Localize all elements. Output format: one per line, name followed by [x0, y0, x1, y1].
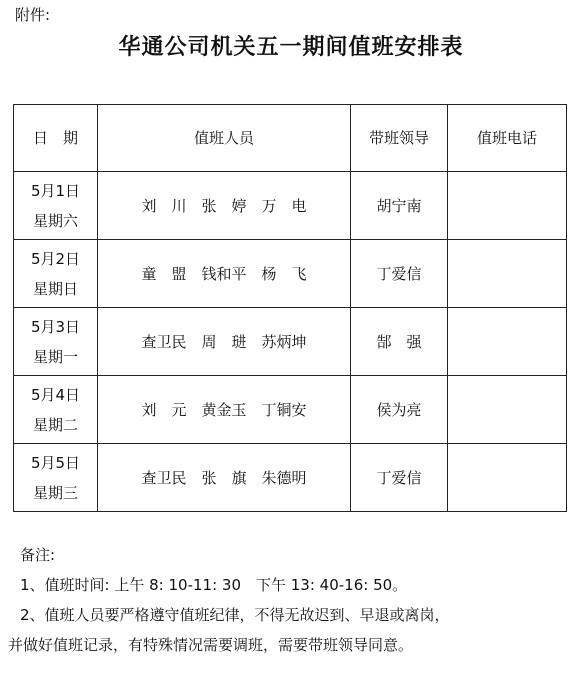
phone-cell — [448, 376, 567, 444]
date-value: 5月2日 — [30, 249, 81, 268]
weekday-value: 星期一 — [32, 347, 78, 366]
table-row — [14, 376, 567, 444]
date-cell — [14, 308, 98, 376]
phone-cell — [448, 444, 567, 512]
leader-cell: 侯为亮 — [351, 376, 448, 444]
weekday-value: 星期三 — [32, 483, 78, 502]
weekday-value: 星期六 — [32, 211, 78, 230]
note-item-2: 2、值班人员要严格遵守值班纪律，不得无故迟到、早退或离岗， — [20, 606, 450, 624]
date-value: 5月1日 — [30, 181, 81, 200]
notes-heading: 备注: — [20, 546, 56, 564]
column-header-staff: 值班人员 — [98, 105, 351, 172]
table-row — [14, 172, 567, 240]
phone-cell — [448, 240, 567, 308]
leader-cell: 胡宁南 — [351, 172, 448, 240]
column-header-leader: 带班领导 — [351, 105, 448, 172]
staff-cell: 刘 元 黄金玉 丁铜安 — [98, 376, 351, 444]
leader-cell: 丁爱信 — [351, 444, 448, 512]
phone-cell — [448, 308, 567, 376]
date-cell — [14, 444, 98, 512]
attachment-label: 附件: — [15, 6, 51, 24]
table-header-row — [14, 105, 567, 172]
leader-cell: 郜 强 — [351, 308, 448, 376]
staff-cell: 刘 川 张 婷 万 电 — [98, 172, 351, 240]
page-title: 华通公司机关五一期间值班安排表 — [118, 35, 464, 60]
staff-cell: 查卫民 张 旗 朱德明 — [98, 444, 351, 512]
notes-section — [8, 540, 450, 660]
staff-cell: 童 盟 钱和平 杨 飞 — [98, 240, 351, 308]
table-row — [14, 240, 567, 308]
note-item-2-continuation: 并做好值班记录，有特殊情况需要调班，需要带班领导同意。 — [8, 636, 414, 654]
column-header-date: 日 期 — [14, 105, 98, 172]
date-cell — [14, 376, 98, 444]
date-value: 5月4日 — [30, 385, 81, 404]
leader-cell: 丁爱信 — [351, 240, 448, 308]
staff-cell: 查卫民 周 琎 苏炳坤 — [98, 308, 351, 376]
date-cell — [14, 240, 98, 308]
table-row — [14, 444, 567, 512]
column-header-phone: 值班电话 — [448, 105, 567, 172]
note-item-1: 1、值班时间: 上午 8: 10-11: 30 下午 13: 40-16: 50。 — [20, 576, 408, 594]
date-value: 5月5日 — [30, 453, 81, 472]
date-value: 5月3日 — [30, 317, 81, 336]
weekday-value: 星期二 — [32, 415, 78, 434]
duty-schedule-table — [13, 104, 567, 512]
weekday-value: 星期日 — [32, 279, 78, 298]
phone-cell — [448, 172, 567, 240]
table-row — [14, 308, 567, 376]
date-cell — [14, 172, 98, 240]
